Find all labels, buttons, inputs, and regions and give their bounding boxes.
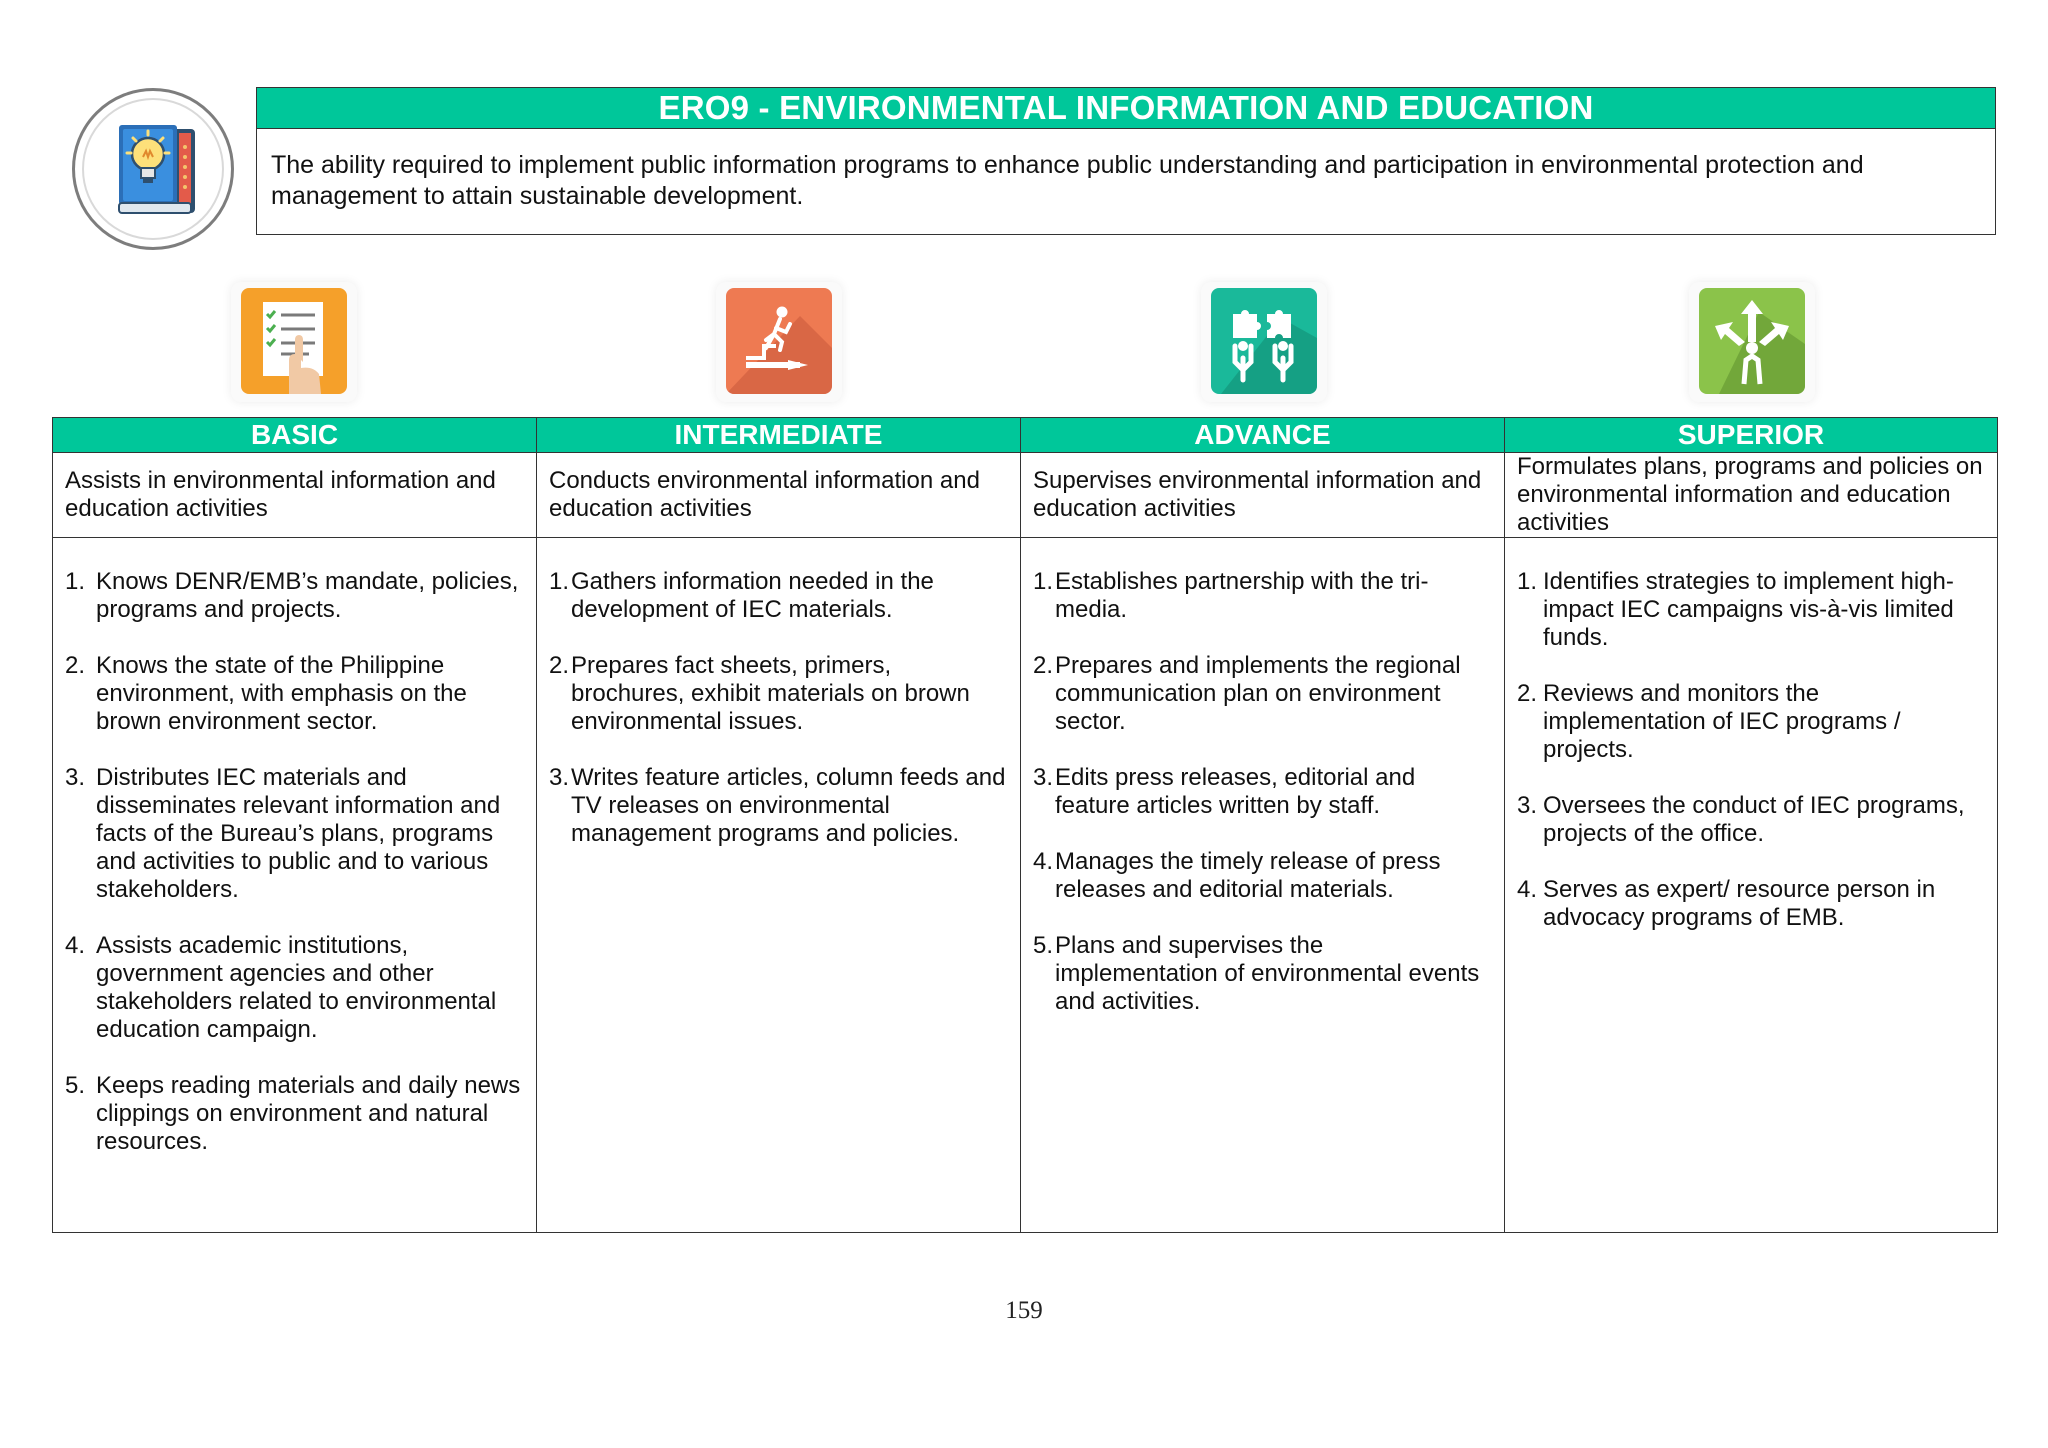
level-description-superior: Formulates plans, programs and policies on environmental information and education activities — [1505, 453, 1998, 538]
list-item — [549, 568, 1008, 624]
item-text: Prepares fact sheets, primers, brochures, exhibit materials on brown environmental issues. — [571, 652, 970, 735]
list-item — [1033, 568, 1492, 624]
item-text: Knows DENR/EMB’s mandate, policies, programs and projects. — [96, 568, 519, 623]
list-item — [549, 764, 1008, 848]
item-text: Distributes IEC materials and disseminates relevant information and facts of the Bureau’s plans, programs and activities to public and to various stakeholders. — [96, 764, 501, 903]
list-item — [1517, 876, 1985, 932]
level-description-basic: Assists in environmental information and education activities — [53, 453, 537, 538]
indicators-advance — [1021, 538, 1505, 1233]
indicator-list — [1517, 538, 1985, 932]
item-number: 1. — [65, 568, 86, 595]
competency-title: ERO9 - ENVIRONMENTAL INFORMATION AND EDUCATION — [257, 88, 1995, 129]
list-item — [1033, 652, 1492, 736]
item-text: Writes feature articles, column feeds and TV releases on environmental management programs and policies. — [571, 764, 1006, 847]
level-heading-advance: ADVANCE — [1021, 418, 1505, 453]
book-lightbulb-icon — [72, 88, 234, 250]
climbing-stairs-icon — [716, 282, 842, 402]
item-text: Prepares and implements the regional communication plan on environment sector. — [1055, 652, 1461, 735]
item-number: 3. — [1033, 764, 1054, 791]
item-number: 5. — [1033, 932, 1054, 959]
item-number: 4. — [1033, 848, 1054, 875]
item-text: Knows the state of the Philippine environment, with emphasis on the brown environment sector. — [96, 652, 467, 735]
list-item — [65, 1072, 524, 1156]
list-item — [549, 652, 1008, 736]
item-text: Keeps reading materials and daily news clippings on environment and natural resources. — [96, 1072, 521, 1155]
level-heading-intermediate: INTERMEDIATE — [537, 418, 1021, 453]
item-number: 3. — [549, 764, 570, 791]
list-item — [1033, 932, 1492, 1016]
item-number: 2. — [549, 652, 570, 679]
level-description-intermediate: Conducts environmental information and education activities — [537, 453, 1021, 538]
item-text: Establishes partnership with the tri-media. — [1055, 568, 1429, 623]
item-text: Oversees the conduct of IEC programs, projects of the office. — [1543, 792, 1965, 847]
indicators-superior — [1505, 538, 1998, 1233]
proficiency-table — [52, 417, 1998, 1233]
indicator-list — [549, 538, 1008, 848]
crossroads-arrows-icon — [1689, 282, 1815, 402]
item-text: Edits press releases, editorial and feature articles written by staff. — [1055, 764, 1416, 819]
list-item — [65, 932, 524, 1044]
behavioral-indicators-row — [53, 538, 1998, 1233]
list-item — [65, 568, 524, 624]
level-description-advance: Supervises environmental information and education activities — [1021, 453, 1505, 538]
level-heading-basic: BASIC — [53, 418, 537, 453]
list-item — [1033, 848, 1492, 904]
item-text: Manages the timely release of press releases and editorial materials. — [1055, 848, 1441, 903]
list-item — [1517, 680, 1985, 764]
item-text: Reviews and monitors the implementation of IEC programs / projects. — [1543, 680, 1901, 763]
item-number: 4. — [65, 932, 86, 959]
item-text: Identifies strategies to implement high-impact IEC campaigns vis-à-vis limited funds. — [1543, 568, 1954, 651]
puzzle-people-icon — [1201, 282, 1327, 402]
checklist-hand-icon — [231, 282, 357, 402]
item-number: 2. — [1517, 680, 1538, 707]
item-number: 3. — [65, 764, 86, 791]
item-number: 1. — [1517, 568, 1538, 595]
level-description-row — [53, 453, 1998, 538]
list-item — [1517, 792, 1985, 848]
item-number: 1. — [549, 568, 570, 595]
item-number: 2. — [1033, 652, 1054, 679]
competency-header — [256, 87, 1996, 235]
item-text: Gathers information needed in the development of IEC materials. — [571, 568, 934, 623]
item-number: 3. — [1517, 792, 1538, 819]
list-item — [1517, 568, 1985, 652]
indicator-list — [1033, 538, 1492, 1016]
list-item — [65, 652, 524, 736]
item-text: Assists academic institutions, government agencies and other stakeholders related to environmental education campaign. — [96, 932, 497, 1043]
list-item — [65, 764, 524, 904]
item-text: Plans and supervises the implementation of environmental events and activities. — [1055, 932, 1480, 1015]
competency-description: The ability required to implement public information programs to enhance public understanding and participation in environmental protection and management to attain sustainable development. — [271, 151, 1864, 210]
level-heading-superior: SUPERIOR — [1505, 418, 1998, 453]
item-number: 2. — [65, 652, 86, 679]
indicators-basic — [53, 538, 537, 1233]
indicators-intermediate — [537, 538, 1021, 1233]
item-number: 4. — [1517, 876, 1538, 903]
page-number: 159 — [1005, 1297, 1043, 1324]
item-number: 5. — [65, 1072, 86, 1099]
list-item — [1033, 764, 1492, 820]
level-header-row — [53, 418, 1998, 453]
item-number: 1. — [1033, 568, 1054, 595]
indicator-list — [65, 538, 524, 1156]
item-text: Serves as expert/ resource person in advocacy programs of EMB. — [1543, 876, 1936, 931]
